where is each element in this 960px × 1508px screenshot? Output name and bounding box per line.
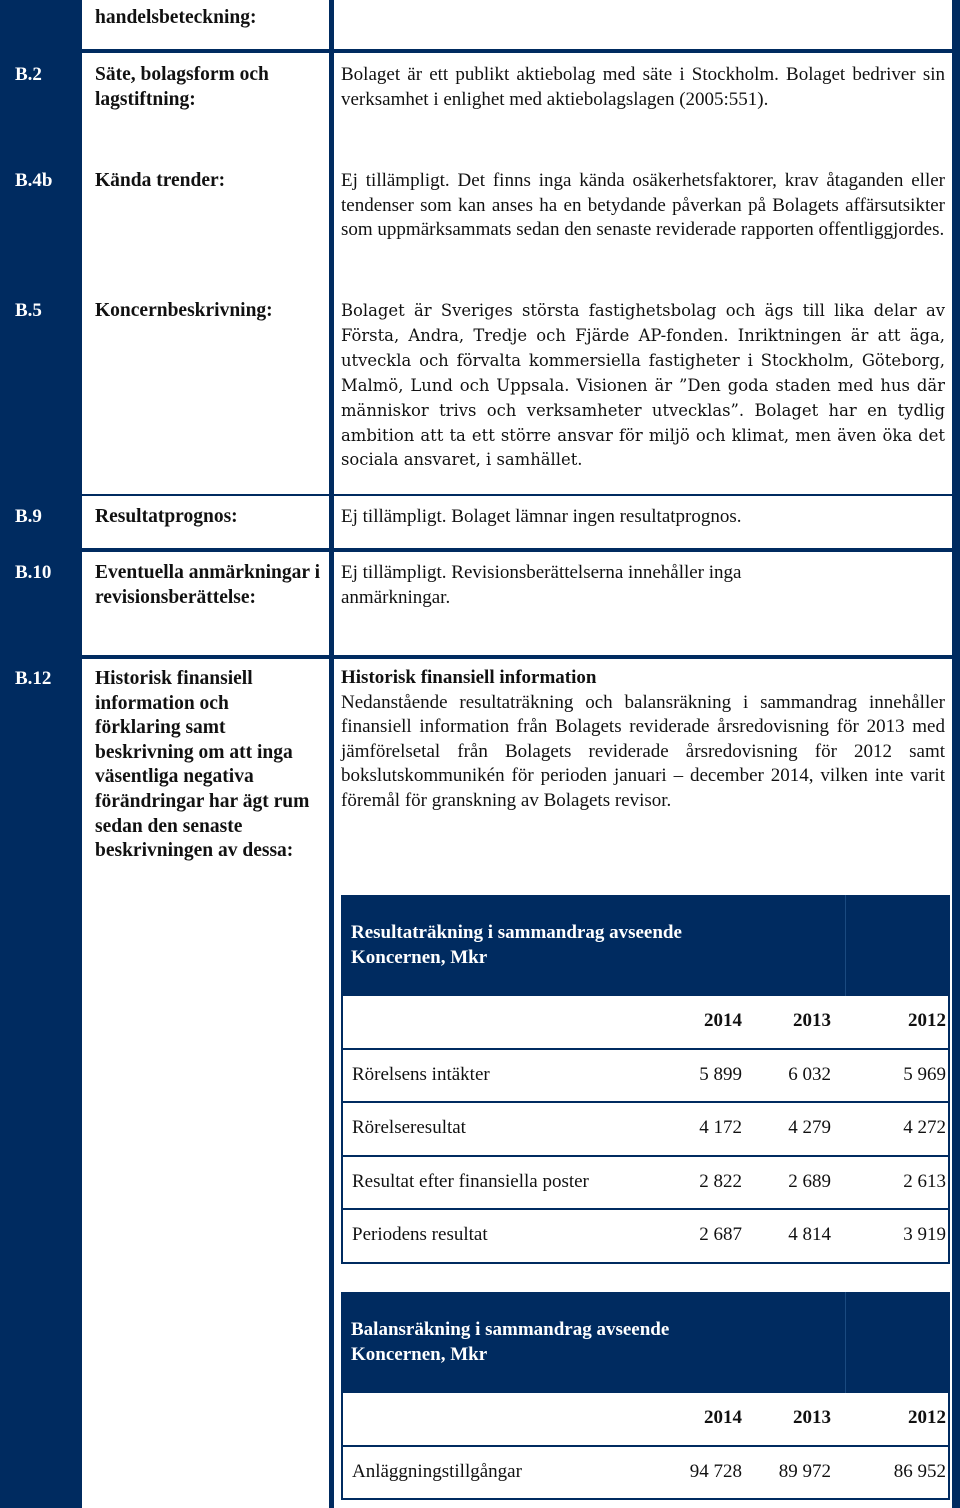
- table-row: Anläggningstillgångar 94 728 89 972 86 952: [341, 1447, 950, 1501]
- row-label-b2: Säte, bolagsform och lagstiftning:: [95, 64, 269, 110]
- row-label-b4b: Kända trender:: [95, 170, 226, 191]
- divider-b10-body: [334, 548, 952, 552]
- income-year-row: 2014 2013 2012: [341, 996, 950, 1050]
- divider-b9-body: [334, 494, 952, 496]
- row-code-b5: B.5: [15, 300, 42, 321]
- table-row: Resultat efter finansiella poster 2 822 2 689 2 613: [341, 1157, 950, 1211]
- table-row: Rörelsens intäkter 5 899 6 032 5 969: [341, 1050, 950, 1104]
- row-label-b9: Resultatprognos:: [95, 506, 238, 527]
- b12-heading: Historisk finansiell information: [341, 667, 597, 688]
- divider-top-body: [334, 49, 952, 53]
- row-label-b10: Eventuella anmärkningar i revisionsberättelse:: [95, 562, 321, 608]
- divider-b10-label: [82, 548, 329, 552]
- row-body-b4b: Ej tillämpligt. Det finns inga kända osäkerhetsfaktorer, krav åtaganden eller tendenser som kan anses ha en betydande påverkan på Bolagets affärsutsikter som uppmärksammats sedan den senaste reviderade rapporten offentliggjordes.: [341, 170, 945, 241]
- row-label-b12: Historisk finansiell information och förklaring samt beskrivning om att inga väsentliga negativa förändringar har ägt rum sedan den senaste beskrivningen av dessa:: [95, 668, 310, 862]
- row-label-handelsbeteckning: handelsbeteckning:: [95, 7, 257, 28]
- row-body-b10: Ej tillämpligt. Revisionsberättelserna innehåller inga anmärkningar.: [341, 562, 742, 608]
- row-body-b5: Bolaget är Sveriges största fastighetsbolag och ägs till lika delar av Första, Andra, Tredje och Fjärde AP-fonden. Inriktningen är att äga, utveckla och förvalta kommersiella fastigheter i Stockholm, Göteborg, Malmö, Lund och Uppsala. Visionen är ”Den goda staden med hus där människor trivs och verksamheter utvecklas”. Bolaget har en tydlig ambition att ta ett större ansvar för miljö och klimat, men även öka det sociala ansvaret, i samhället.: [341, 301, 945, 470]
- divider-b12-body: [334, 655, 952, 659]
- table-row: Periodens resultat 2 687 4 814 3 919: [341, 1210, 950, 1264]
- row-code-b2: B.2: [15, 64, 42, 85]
- table-row: Rörelseresultat 4 172 4 279 4 272: [341, 1103, 950, 1157]
- row-body-b9: Ej tillämpligt. Bolaget lämnar ingen resultatprognos.: [341, 506, 742, 527]
- income-statement-table: [341, 895, 950, 1264]
- row-code-b4b: B.4b: [15, 170, 53, 191]
- balance-table-title: Balansräkning i sammandrag avseende Koncernen, Mkr: [341, 1292, 950, 1393]
- income-table-title: Resultaträkning i sammandrag avseende Koncernen, Mkr: [341, 895, 950, 996]
- row-body-b12: Historisk finansiell information Nedanstående resultaträkning och balansräkning i sammandrag innehåller finansiell information från Bolagets reviderade årsredovisning för 2013 med jämförelsetal från Bolagets reviderade årsredovisning för 2012 samt bokslutskommunikén för perioden januari – december 2014, vilken inte varit föremål för granskning av Bolagets revisor.: [341, 667, 945, 811]
- row-code-b9: B.9: [15, 506, 42, 527]
- balance-sheet-table: [341, 1292, 950, 1500]
- divider-top: [82, 49, 329, 53]
- row-code-b12: B.12: [15, 668, 52, 689]
- row-label-b5: Koncernbeskrivning:: [95, 300, 273, 321]
- divider-b12-label: [82, 655, 329, 659]
- divider-b9-label: [82, 494, 329, 496]
- balance-year-row: 2014 2013 2012: [341, 1393, 950, 1447]
- row-code-b10: B.10: [15, 562, 52, 583]
- right-border: [952, 0, 960, 1508]
- row-body-b2: Bolaget är ett publikt aktiebolag med säte i Stockholm. Bolaget bedriver sin verksamhet i enlighet med aktiebolagslagen (2005:551).: [341, 64, 945, 110]
- code-column: [0, 0, 82, 1508]
